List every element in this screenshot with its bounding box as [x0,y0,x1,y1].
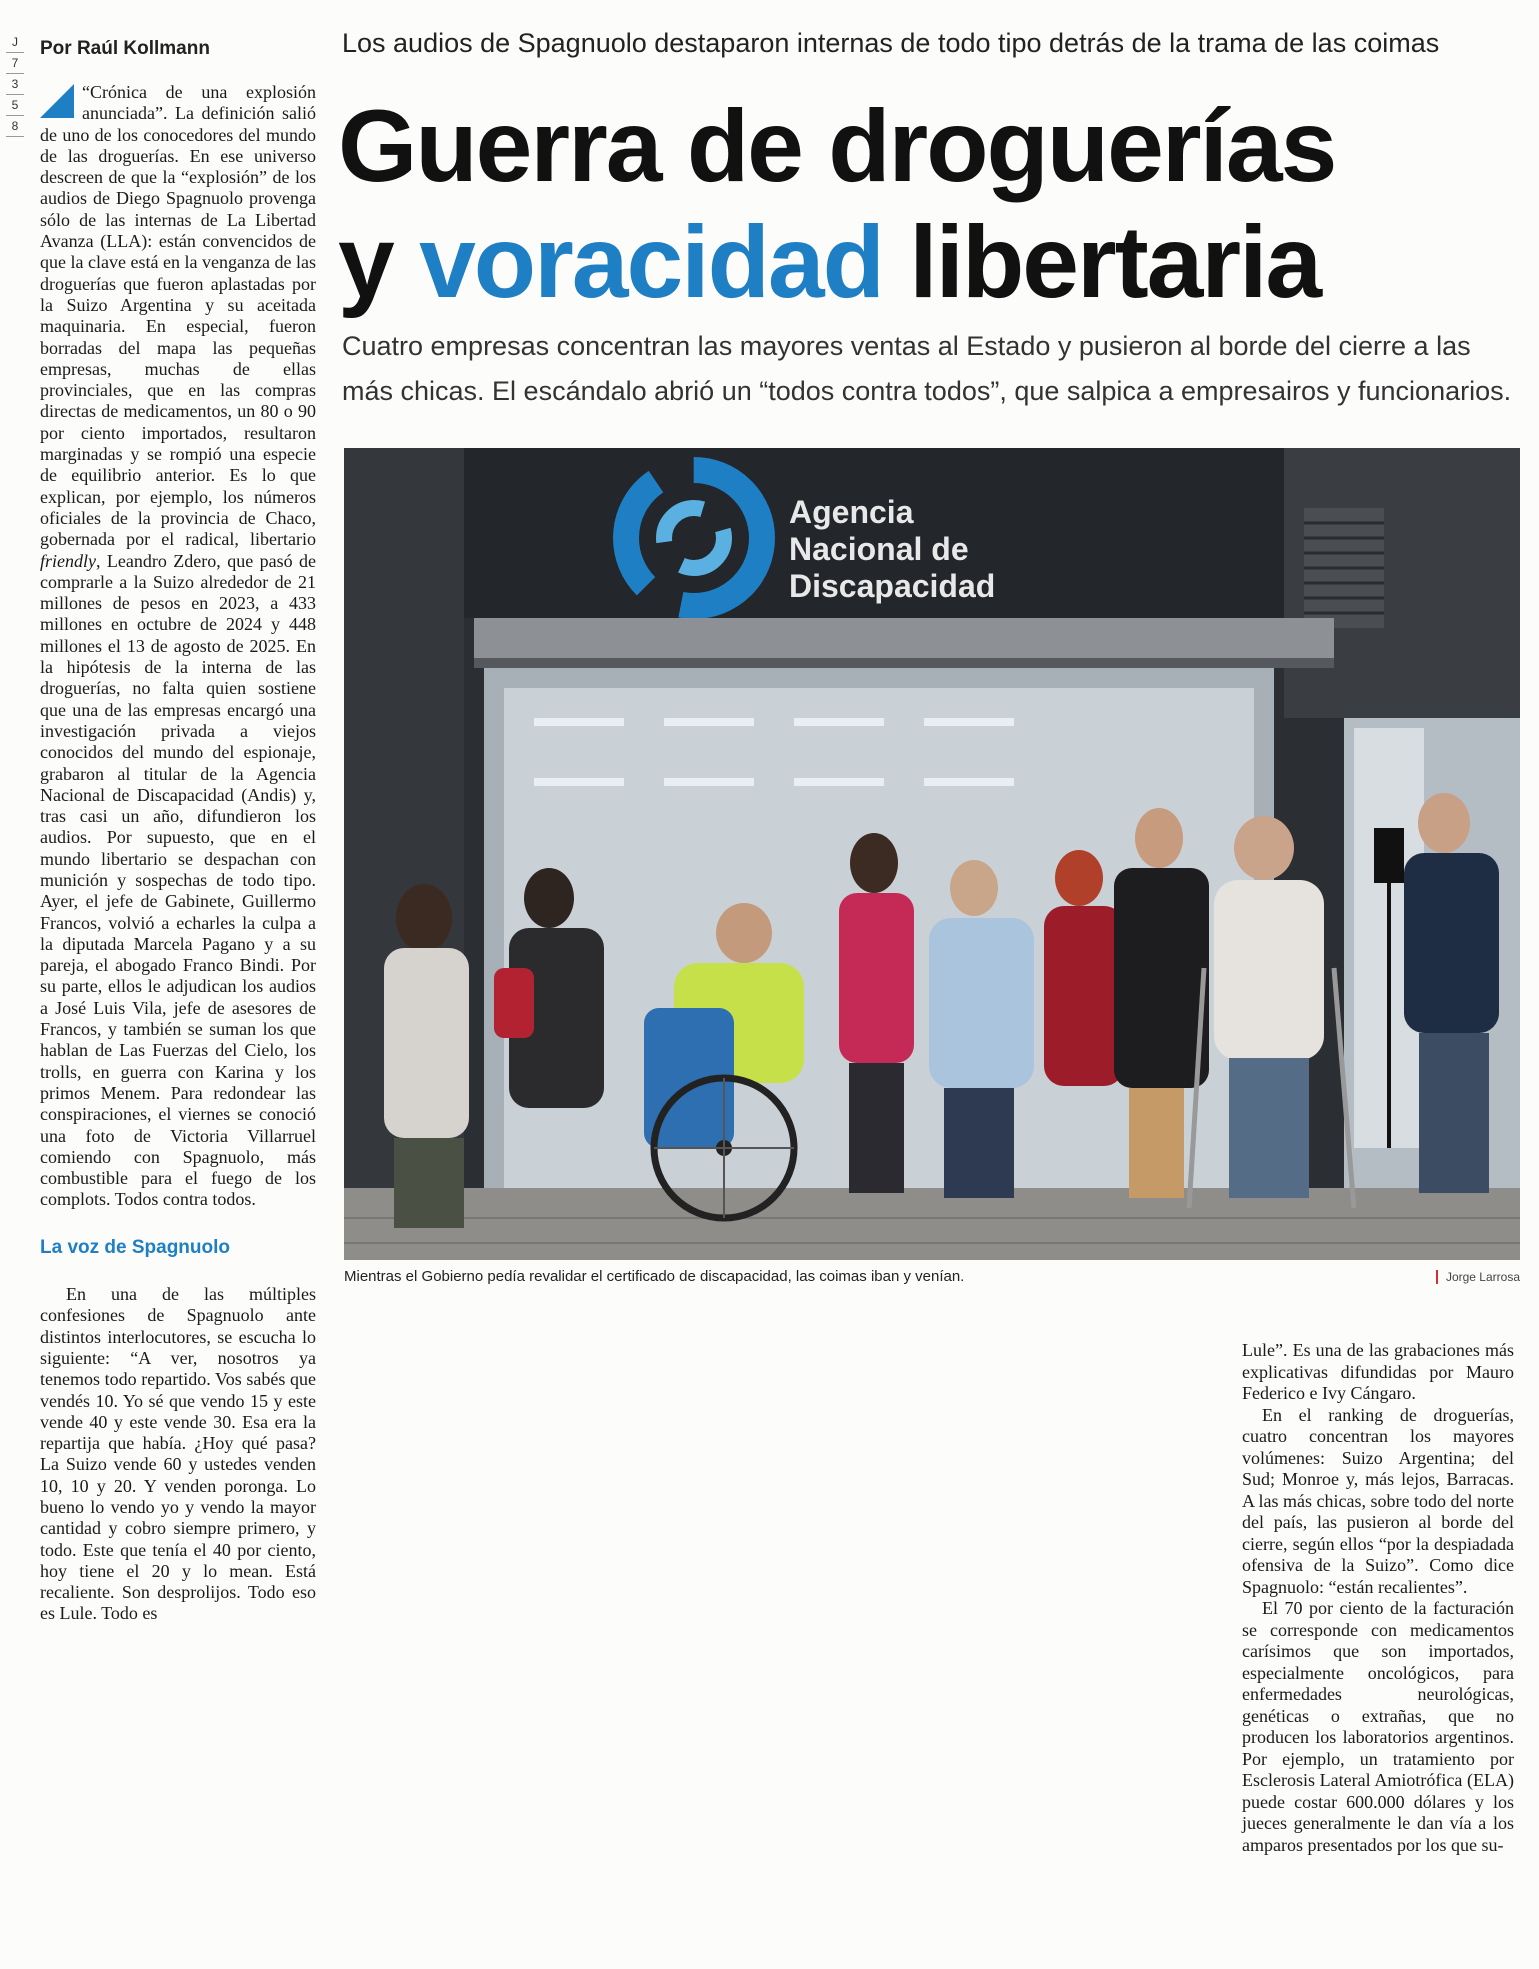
byline: Por Raúl Kollmann [40,38,210,59]
kicker: Los audios de Spagnuolo destaparon internas de todo tipo detrás de la trama de las coimas [342,28,1440,58]
paragraph: Lule”. Es una de las grabaciones más explicativas difundidas por Mauro Federico e Ivy Cángaro. [1242,1340,1514,1403]
photo-caption: Mientras el Gobierno pedía revalidar el certificado de discapacidad, las coimas iban y venían. [344,1268,965,1285]
lead-paragraph: “Crónica de una explosión anunciada”. La definición salió de uno de los conocedores del mundo de las droguerías. En ese universo descreen de que la “explosión” de los audios de Diego Spagnuolo provenga sólo de las internas de La Libertad Avanza (LLA): están convencidos de que la clave está en la venganza de las droguerías que fueron aplastadas por la Suizo Argentina y su aceitada maquinaria. En especial, fueron borradas del mapa las pequeñas empresas, muchas de ellas provinciales, que en las compras directas de medicamentos, un 80 o 90 por ciento importados, resultaron marginadas y se rompió una especie de equilibrio anterior. Es lo que explican, por ejemplo, los números oficiales de la provincia de Chaco, gobernada por el radical, libertario friendly, Leandro Zdero, que pasó de comprarle a la Suizo alrededor de 21 millones de pesos en 2023, a 433 millones en octubre de 2024 y 448 millones el 13 de agosto de 2025. En la hipótesis de la interna de las droguerías, no falta quien sostiene que una de las empresas encargó una investigación privada a viejos conocidos del mundo del espionaje, grabaron al titular de la Agencia Nacional de Discapacidad (Andis) y, tras casi un año, difundieron los audios. Por supuesto, que en el mundo libertario se despachan con munición y sospechas de todo tipo. Ayer, el jefe de Gabinete, Guillermo Francos, volvió a echarles la culpa a la diputada Marcela Pagano y a su pareja, el abogado Franco Bindi. Por su parte, ellos le adjudican los audios a José Luis Vila, jefe de asesores de Francos, y también se suman los que hablan de Las Fuerzas del Cielo, los trolls, en guerra con Karina y los primos Menem. Para redondear las conspiraciones, el viernes se conoció una foto de Victoria Villarruel comiendo con Spagnuolo, más combustible para el fuego de los complots. Todos contra todos. [40,82,316,1210]
paragraph: En el ranking de droguerías, cuatro concentran los mayores volúmenes: Suizo Argentina; del Sud; Monroe y, más lejos, Barracas. A las más chicas, sobre todo del norte del país, las pusieron al borde del cierre, según ellos “por la despiadada ofensiva de la Suizo”. Como dice Spagnuolo: “están recalientes”. [1242,1404,1514,1597]
headline: Guerra de droguerías y voracidad libertaria [338,89,1336,319]
sign-line-2: Nacional de [789,531,969,567]
article-column-1 [40,82,316,1625]
sign-line-3: Discapacidad [789,568,996,604]
page-reference: J 7 3 5 8 [6,32,24,137]
deck: Cuatro empresas concentran las mayores ventas al Estado y pusieron al borde del cierre a las más chicas. El escándalo abrió un “todos contra todos”, que salpica a empresairos y funcionarios. [342,331,1512,406]
paragraph: El 70 por ciento de la facturación se corresponde con medicamentos carísimos que son importados, especialmente oncológicos, para enfermedades neurológicas, genéticas o extrañas, que no producen los laboratorios argentinos. Por ejemplo, un tratamiento por Esclerosis Lateral Amiotrófica (ELA) puede costar 600.000 dólares y los jueces generalmente le dan vía a los amparos presentados por los que su- [1242,1598,1514,1855]
article-column-3 [1242,1340,1514,1856]
headline-highlight: voracidad [419,205,883,319]
news-photo [344,448,1520,1260]
paragraph: En una de las múltiples confesiones de Spagnuolo ante distintos interlocutores, se escucha lo siguiente: “A ver, nosotros ya tenemos todo repartido. Vos sabés que vendés 10. Yo sé que vendo 15 y este vende 40 y este vende 30. Esa era la repartija que había. ¿Hoy qué pasa? La Suizo vende 60 y ustedes venden 10, 10 y 20. Y venden poronga. Lo bueno lo vendo yo y vendo la mayor cantidad y cobro siempre primero, y todo. Este que tenía el 40 por ciento, hoy tiene el 20 y lo mean. Está recaliente. Son desprolijos. Todo eso es Lule. Todo es [40,1284,316,1624]
photo-credit: Jorge Larrosa [1436,1270,1520,1284]
subheading: La voz de Spagnuolo [40,1236,231,1258]
sign-line-1: Agencia [789,494,914,530]
blue-triangle-icon [40,84,74,118]
